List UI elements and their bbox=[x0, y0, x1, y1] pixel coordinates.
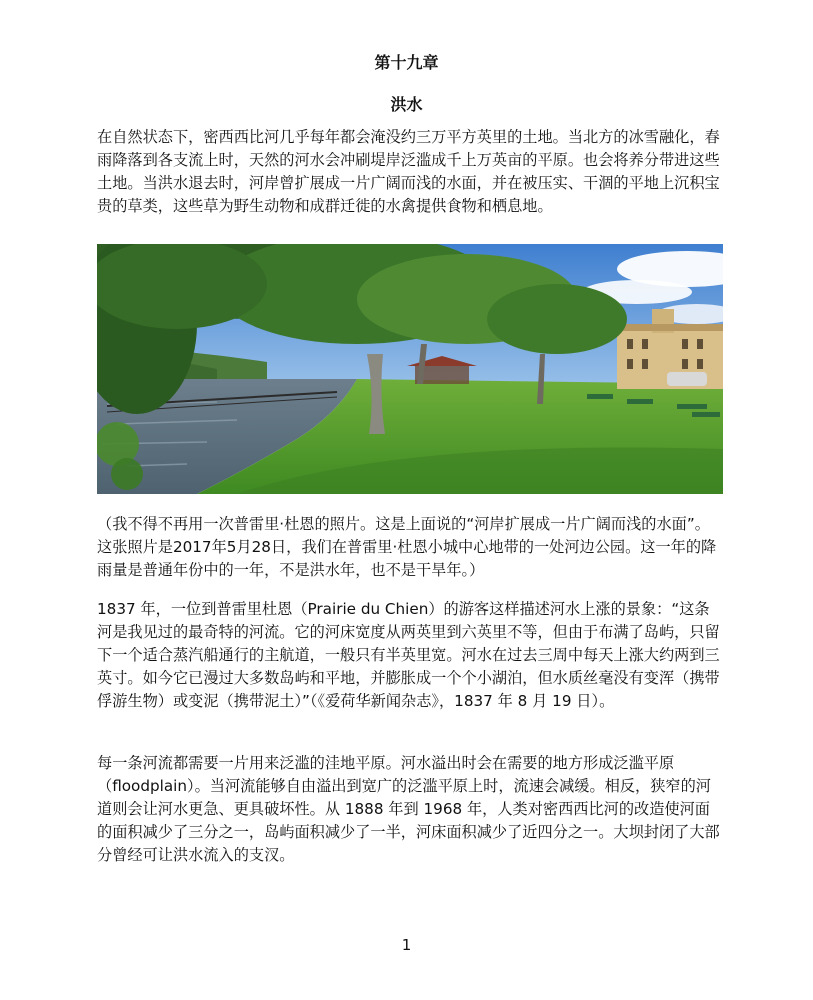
chapter-heading: 第十九章 bbox=[374, 53, 439, 72]
body-paragraph-1: 在自然状态下，密西西比河几乎每年都会淹没约三万平方英里的土地。当北方的冰雪融化，春雨降落到各支流上时，天然的河水会冲刷堤岸泛滥成千上万英亩的平原。也会将养分带进这些土地。当洪水退去时，河岸曾扩展成一片广阔而浅的水面，并在被压实、干涸的平地上沉积宝贵的草类，这些草为野生动物和成群迁徙的水禽提供食物和栖息地。 bbox=[97, 128, 720, 215]
section-title: 洪水 bbox=[390, 95, 423, 114]
body-paragraph-3: 每一条河流都需要一片用来泛滥的洼地平原。河水溢出时会在需要的地方形成泛滥平原（floodplain）。当河流能够自由溢出到宽广的泛滥平原上时，流速会减缓。相反，狭窄的河道则会让河水更急、更具破坏性。从 1888 年到 1968 年，人类对密西西比河的改造使河面的面积减少了三分之一，岛屿面积减少了一半，河床面积减少了近四分之一。大坝封闭了大部分曾经可让洪水流入的支汊。 bbox=[97, 754, 720, 864]
body-paragraph-2: 1837 年，一位到普雷里杜恩（Prairie du Chien）的游客这样描述河水上涨的景象：“这条河是我见过的最奇特的河流。它的河床宽度从两英里到六英里不等，但由于布满了岛屿，只留下一个适合蒸汽船通行的主航道，一般只有半英里宽。河水在过去三周中每天上涨大约两到三英寸。如今它已漫过大多数岛屿和平地，并膨胀成一个个小湖泊，但水质丝毫没有变浑（携带俘游生物）或变泥（携带泥土）”（《爱荷华新闻杂志》，1837 年 8 月 19 日）。 bbox=[97, 600, 720, 710]
page-number: 1 bbox=[401, 936, 412, 954]
photo-illustration bbox=[97, 244, 723, 494]
riverside-park-photo bbox=[97, 244, 723, 494]
photo-caption: （我不得不再用一次普雷里·杜恩的照片。这是上面说的“河岸扩展成一片广阔而浅的水面”。这张照片是2017年5月28日，我们在普雷里·杜恩小城中心地带的一处河边公园。这一年的降雨量是普通年份中的一年，不是洪水年，也不是干旱年。） bbox=[97, 515, 717, 579]
